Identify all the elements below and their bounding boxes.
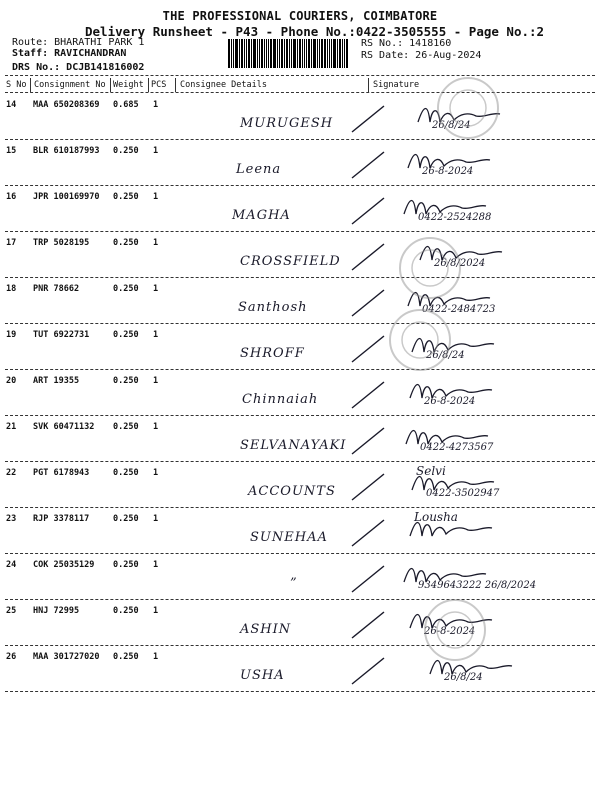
row-consignment-number: JPR 100169970	[33, 192, 100, 202]
row-consignment-number: PNR 78662	[33, 284, 80, 294]
table-row	[0, 462, 600, 508]
row-consignment-number: PGT 6178943	[33, 468, 90, 478]
row-consignment-number: TRP 5028195	[33, 238, 90, 248]
table-row	[0, 554, 600, 600]
tick-mark	[352, 566, 384, 592]
row-serial-number: 15	[6, 146, 17, 156]
row-serial-number: 23	[6, 514, 17, 524]
row-consignment-number: RJP 3378117	[33, 514, 90, 524]
page-subtitle: Delivery Runsheet - P43 - Phone No.:0422-3505555 - Page No.:2	[85, 24, 545, 39]
handwritten-signature	[0, 416, 600, 462]
tick-mark	[352, 290, 384, 316]
handwritten-signature	[0, 278, 600, 324]
table-row	[0, 508, 600, 554]
table-row	[0, 232, 600, 278]
handwritten-signature	[0, 94, 600, 140]
row-consignment-number: MAA 301727020	[33, 652, 100, 662]
row-pcs: 1	[153, 146, 159, 156]
row-consignee-name: ACCOUNTS	[248, 484, 336, 499]
staff-label: Staff: RAVICHANDRAN	[12, 48, 127, 59]
table-row	[0, 94, 600, 140]
row-serial-number: 21	[6, 422, 17, 432]
handwritten-signature	[0, 186, 600, 232]
tick-mark	[352, 428, 384, 454]
row-serial-number: 16	[6, 192, 17, 202]
signature-note: 0422-4273567	[420, 442, 494, 453]
row-pcs: 1	[153, 284, 159, 294]
signature-note: 26-8-2024	[422, 166, 474, 177]
tick-mark	[352, 612, 384, 638]
row-weight: 0.250	[113, 422, 139, 432]
signature-note: 26/8/24	[426, 350, 465, 361]
table-row	[0, 646, 600, 692]
rs-number: RS No.: 1418160	[361, 38, 452, 49]
tick-mark	[352, 244, 384, 270]
row-pcs: 1	[153, 376, 159, 386]
col-header-pcs: PCS	[151, 80, 167, 90]
company-stamp	[398, 236, 462, 300]
company-stamp	[423, 598, 487, 662]
tick-mark	[352, 152, 384, 178]
page-title: THE PROFESSIONAL COURIERS, COIMBATORE	[162, 9, 438, 23]
row-weight: 0.250	[113, 238, 139, 248]
row-pcs: 1	[153, 238, 159, 248]
row-consignee-name: SELVANAYAKI	[240, 438, 347, 453]
tick-mark	[352, 382, 384, 408]
row-pcs: 1	[153, 422, 159, 432]
row-consignee-name: MURUGESH	[240, 116, 334, 131]
row-consignee-name: Chinnaiah	[242, 392, 319, 407]
tick-mark	[352, 474, 384, 500]
signature-note: 26/8/2024	[434, 258, 486, 269]
col-header-signature: Signature	[373, 80, 420, 90]
row-pcs: 1	[153, 606, 159, 616]
signature-note: 26-8-2024	[424, 396, 476, 407]
row-consignee-name: ASHIN	[240, 622, 292, 637]
column-divider	[148, 78, 149, 92]
signature-note: 26/8/24	[432, 120, 471, 131]
column-divider	[175, 78, 176, 92]
tick-mark	[352, 658, 384, 684]
row-weight: 0.250	[113, 652, 139, 662]
row-consignment-number: MAA 650208369	[33, 100, 100, 110]
row-weight: 0.250	[113, 376, 139, 386]
row-serial-number: 20	[6, 376, 17, 386]
column-divider	[110, 78, 111, 92]
row-pcs: 1	[153, 468, 159, 478]
row-consignment-number: HNJ 72995	[33, 606, 80, 616]
row-weight: 0.250	[113, 192, 139, 202]
tick-mark	[352, 336, 384, 362]
tick-mark	[352, 198, 384, 224]
handwritten-signature	[0, 140, 600, 186]
row-weight: 0.250	[113, 560, 139, 570]
col-header-consignee: Consignee Details	[180, 80, 267, 90]
row-serial-number: 17	[6, 238, 17, 248]
rs-date: RS Date: 26-Aug-2024	[361, 50, 482, 61]
tick-mark	[352, 520, 384, 546]
signature-note: 9349643222 26/8/2024	[418, 580, 537, 591]
column-divider	[30, 78, 31, 92]
column-divider	[368, 78, 369, 92]
row-divider	[5, 691, 595, 692]
table-top-border	[5, 75, 595, 76]
row-serial-number: 18	[6, 284, 17, 294]
drs-number: DRS No.: DCJB141816002	[12, 62, 145, 73]
table-row	[0, 186, 600, 232]
row-consignee-name: Santhosh	[238, 300, 308, 315]
row-consignee-name: MAGHA	[232, 208, 291, 223]
table-row	[0, 140, 600, 186]
company-stamp	[388, 308, 452, 372]
signature-note: 0422-3502947	[426, 488, 500, 499]
barcode	[228, 39, 353, 68]
table-row	[0, 600, 600, 646]
row-serial-number: 22	[6, 468, 17, 478]
handwritten-signature	[0, 324, 600, 370]
row-consignment-number: TUT 6922731	[33, 330, 90, 340]
row-serial-number: 24	[6, 560, 17, 570]
row-pcs: 1	[153, 100, 159, 110]
handwritten-signature	[0, 462, 600, 508]
row-serial-number: 26	[6, 652, 17, 662]
row-consignee-name: Leena	[236, 162, 282, 177]
signature-text: Selvi	[416, 464, 446, 478]
signature-scribble	[410, 523, 492, 537]
row-weight: 0.250	[113, 606, 139, 616]
row-serial-number: 19	[6, 330, 17, 340]
row-consignee-name: SHROFF	[240, 346, 305, 361]
row-weight: 0.685	[113, 100, 139, 110]
row-consignment-number: SVK 60471132	[33, 422, 95, 432]
handwritten-signature	[0, 370, 600, 416]
handwritten-signature	[0, 508, 600, 554]
signature-note: 0422-2484723	[422, 304, 496, 315]
row-weight: 0.250	[113, 330, 139, 340]
row-consignee-name: CROSSFIELD	[240, 254, 341, 269]
handwritten-signature	[0, 600, 600, 646]
tick-mark	[352, 106, 384, 132]
col-header-weight: Weight	[113, 80, 144, 90]
table-row	[0, 278, 600, 324]
row-pcs: 1	[153, 192, 159, 202]
row-weight: 0.250	[113, 284, 139, 294]
row-consignment-number: BLR 610187993	[33, 146, 100, 156]
row-weight: 0.250	[113, 468, 139, 478]
row-weight: 0.250	[113, 146, 139, 156]
handwritten-signature	[0, 554, 600, 600]
table-row	[0, 370, 600, 416]
row-serial-number: 14	[6, 100, 17, 110]
signature-text: Lousha	[414, 510, 458, 524]
col-header-consignment: Consignment No	[34, 80, 106, 90]
row-pcs: 1	[153, 330, 159, 340]
row-serial-number: 25	[6, 606, 17, 616]
row-consignee-name: SUNEHAA	[250, 530, 328, 545]
table-header-border	[5, 92, 595, 93]
row-weight: 0.250	[113, 514, 139, 524]
row-consignee-name: USHA	[240, 668, 285, 683]
row-pcs: 1	[153, 560, 159, 570]
row-pcs: 1	[153, 514, 159, 524]
table-row	[0, 324, 600, 370]
handwritten-signature	[0, 646, 600, 692]
table-row	[0, 416, 600, 462]
row-pcs: 1	[153, 652, 159, 662]
signature-note: 26-8-2024	[424, 626, 476, 637]
row-consignment-number: ART 19355	[33, 376, 80, 386]
handwritten-signature	[0, 232, 600, 278]
signature-note: 0422-2524288	[418, 212, 492, 223]
col-header-sno: S No	[6, 80, 27, 90]
row-consignee-name: ”	[290, 576, 298, 591]
route-label: Route: BHARATHI PARK 1	[12, 37, 145, 48]
company-stamp	[436, 76, 500, 140]
row-consignment-number: COK 25035129	[33, 560, 95, 570]
signature-note: 26/8/24	[444, 672, 483, 683]
